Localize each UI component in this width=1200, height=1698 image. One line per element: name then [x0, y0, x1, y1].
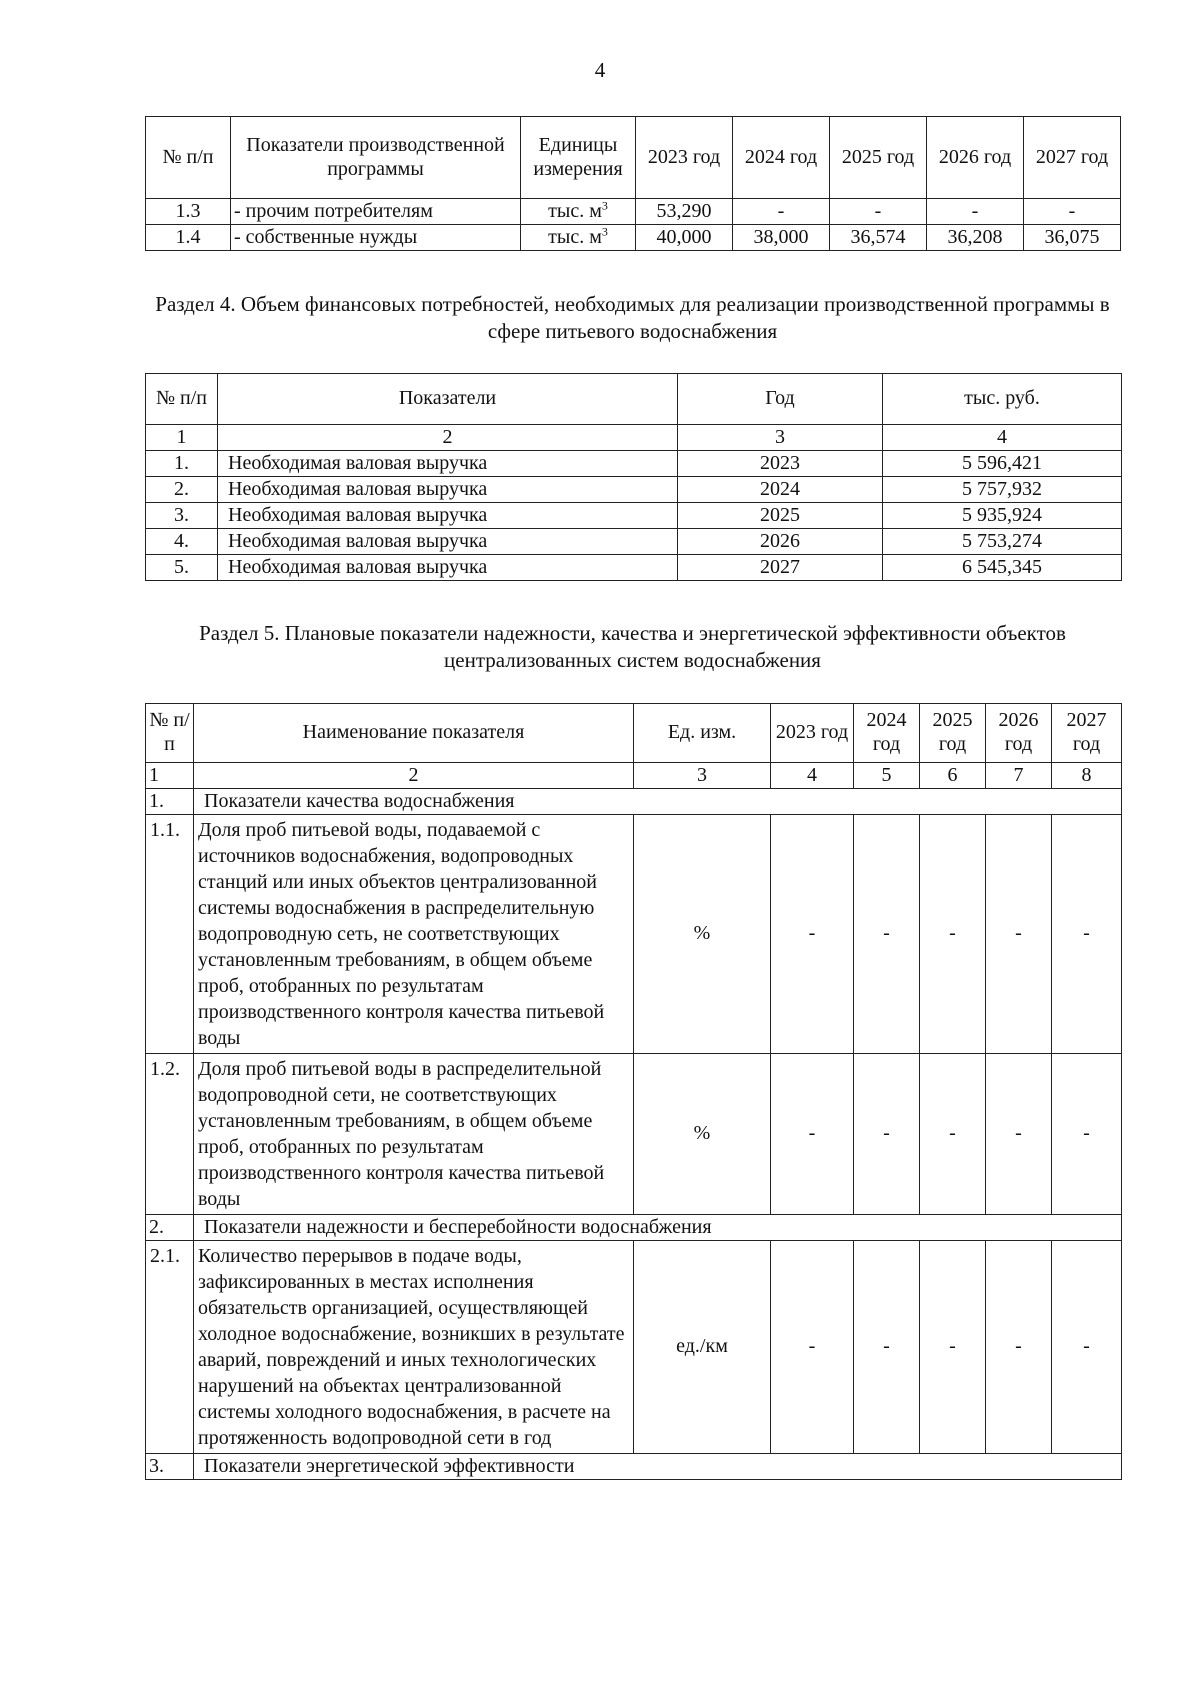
section-row — [146, 1215, 1122, 1241]
cell: - — [854, 1054, 920, 1215]
table-row — [146, 503, 1122, 529]
indicator-name: Доля проб питьевой воды, подаваемой с источников водоснабжения, водопроводных станций или иных объектов централизованной системы водоснабжения в распределительную водопроводную сеть, не соответствующих установленным требованиям, в общем объеме проб, отобранных по результатам производственного контроля качества питьевой воды — [194, 815, 634, 1054]
cell: 5 757,932 — [883, 477, 1122, 503]
cell: 4. — [146, 529, 218, 555]
header-cell: 2026 год — [986, 704, 1052, 763]
unit-superscript: 3 — [601, 224, 608, 239]
indicator-name: Доля проб питьевой воды в распределительной водопроводной сети, не соответствующих установленным требованиям, в общем объеме проб, отобранных по результатам производственного контроля качества питьевой воды — [194, 1054, 634, 1215]
section-number: 2. — [146, 1215, 194, 1241]
cell: - — [771, 1054, 854, 1215]
cell: - — [920, 1241, 986, 1454]
header-cell: № п/п — [146, 704, 194, 763]
cell: 2. — [146, 477, 218, 503]
cell: 1 — [146, 763, 194, 789]
unit-text: тыс. м — [548, 199, 602, 222]
cell: 40,000 — [636, 225, 733, 251]
cell: 2024 — [678, 477, 883, 503]
unit-cell: % — [634, 815, 771, 1054]
cell: 8 — [1052, 763, 1122, 789]
reliability-quality-table — [145, 703, 1122, 1480]
header-cell: тыс. руб. — [883, 374, 1122, 425]
cell: 38,000 — [733, 225, 830, 251]
header-cell: 2024 год — [733, 117, 830, 199]
cell: - — [1052, 1054, 1122, 1215]
cell: - прочим потребителям — [231, 199, 521, 225]
cell: 3 — [634, 763, 771, 789]
table-header-row — [146, 704, 1122, 763]
cell: 3. — [146, 503, 218, 529]
header-cell: Единицы измерения — [521, 117, 636, 199]
header-cell: № п/п — [146, 117, 231, 199]
cell: - — [927, 199, 1024, 225]
header-cell: Ед. изм. — [634, 704, 771, 763]
cell: - — [920, 815, 986, 1054]
cell: - — [854, 1241, 920, 1454]
table-row — [146, 451, 1122, 477]
cell: 4 — [771, 763, 854, 789]
unit-text: тыс. м — [548, 225, 602, 248]
cell: 1.4 — [146, 225, 231, 251]
cell: - — [986, 1054, 1052, 1215]
cell: - — [1052, 815, 1122, 1054]
table-header-row — [146, 374, 1122, 425]
cell: 1.1. — [146, 815, 194, 1054]
cell: 2025 — [678, 503, 883, 529]
section-title: Показатели надежности и бесперебойности водоснабжения — [194, 1215, 1122, 1241]
cell: Необходимая валовая выручка — [218, 503, 678, 529]
cell: 5 — [854, 763, 920, 789]
unit-cell: % — [634, 1054, 771, 1215]
cell: 7 — [986, 763, 1052, 789]
production-program-table — [145, 116, 1121, 251]
cell: 1. — [146, 451, 218, 477]
cell: Необходимая валовая выручка — [218, 555, 678, 581]
cell: Необходимая валовая выручка — [218, 451, 678, 477]
cell: 53,290 — [636, 199, 733, 225]
table-row — [146, 529, 1122, 555]
header-cell: Год — [678, 374, 883, 425]
section-5-title: Раздел 5. Плановые показатели надежности, качества и энергетической эффективности объектов централизованных систем водоснабжения — [199, 621, 1066, 672]
cell: 36,075 — [1024, 225, 1121, 251]
cell: 2 — [194, 763, 634, 789]
cell: 6 545,345 — [883, 555, 1122, 581]
section-number: 3. — [146, 1454, 194, 1480]
section-title: Показатели качества водоснабжения — [194, 789, 1122, 815]
cell: - — [771, 815, 854, 1054]
table-row — [146, 199, 1121, 225]
cell: 36,208 — [927, 225, 1024, 251]
cell: 2027 — [678, 555, 883, 581]
cell: - — [771, 1241, 854, 1454]
header-cell: 2024 год — [854, 704, 920, 763]
unit-cell — [521, 199, 636, 225]
cell: - — [920, 1054, 986, 1215]
table-row — [146, 477, 1122, 503]
cell: - — [986, 815, 1052, 1054]
cell: 2.1. — [146, 1241, 194, 1454]
cell: 5 935,924 — [883, 503, 1122, 529]
header-cell: 2027 год — [1024, 117, 1121, 199]
cell: 1 — [146, 425, 218, 451]
cell: 4 — [883, 425, 1122, 451]
header-cell: 2023 год — [636, 117, 733, 199]
section-row — [146, 789, 1122, 815]
cell: 6 — [920, 763, 986, 789]
financial-needs-table — [145, 373, 1122, 581]
indicator-name: Количество перерывов в подаче воды, зафиксированных в местах исполнения обязательств организацией, осуществляющей холодное водоснабжение, возникших в результате аварий, повреждений и иных технологических нарушений на объектах централизованной системы холодного водоснабжения, в расчете на протяженность водопроводной сети в год — [194, 1241, 634, 1454]
page-number: 4 — [594, 58, 606, 82]
header-cell: № п/п — [146, 374, 218, 425]
cell: 36,574 — [830, 225, 927, 251]
header-cell: Наименование показателя — [194, 704, 634, 763]
cell: Необходимая валовая выручка — [218, 529, 678, 555]
header-cell: 2027 год — [1052, 704, 1122, 763]
section-4-title: Раздел 4. Объем финансовых потребностей, необходимых для реализации производственной программы в сфере питьевого водоснабжения — [155, 292, 1110, 343]
cell: - — [733, 199, 830, 225]
cell: 3 — [678, 425, 883, 451]
cell: - — [854, 815, 920, 1054]
cell: 2 — [218, 425, 678, 451]
cell: 1.2. — [146, 1054, 194, 1215]
header-cell: 2025 год — [830, 117, 927, 199]
header-cell: 2023 год — [771, 704, 854, 763]
cell: 5 753,274 — [883, 529, 1122, 555]
table-header-row — [146, 117, 1121, 199]
section-number: 1. — [146, 789, 194, 815]
cell: 2023 — [678, 451, 883, 477]
cell: 1.3 — [146, 199, 231, 225]
column-number-row — [146, 425, 1122, 451]
table-row — [146, 555, 1122, 581]
column-number-row — [146, 763, 1122, 789]
header-cell: 2025 год — [920, 704, 986, 763]
unit-cell: ед./км — [634, 1241, 771, 1454]
cell: - — [986, 1241, 1052, 1454]
section-row — [146, 1454, 1122, 1480]
cell: - — [1024, 199, 1121, 225]
table-row — [146, 1054, 1122, 1215]
cell: Необходимая валовая выручка — [218, 477, 678, 503]
section-title: Показатели энергетической эффективности — [194, 1454, 1122, 1480]
table-row — [146, 225, 1121, 251]
cell: - — [1052, 1241, 1122, 1454]
cell: - собственные нужды — [231, 225, 521, 251]
unit-superscript: 3 — [601, 198, 608, 213]
cell: 2026 — [678, 529, 883, 555]
table-row — [146, 1241, 1122, 1454]
unit-cell — [521, 225, 636, 251]
header-cell: Показатели производственной программы — [231, 117, 521, 199]
cell: 5 596,421 — [883, 451, 1122, 477]
header-cell: 2026 год — [927, 117, 1024, 199]
header-cell: Показатели — [218, 374, 678, 425]
table-row — [146, 815, 1122, 1054]
cell: - — [830, 199, 927, 225]
cell: 5. — [146, 555, 218, 581]
